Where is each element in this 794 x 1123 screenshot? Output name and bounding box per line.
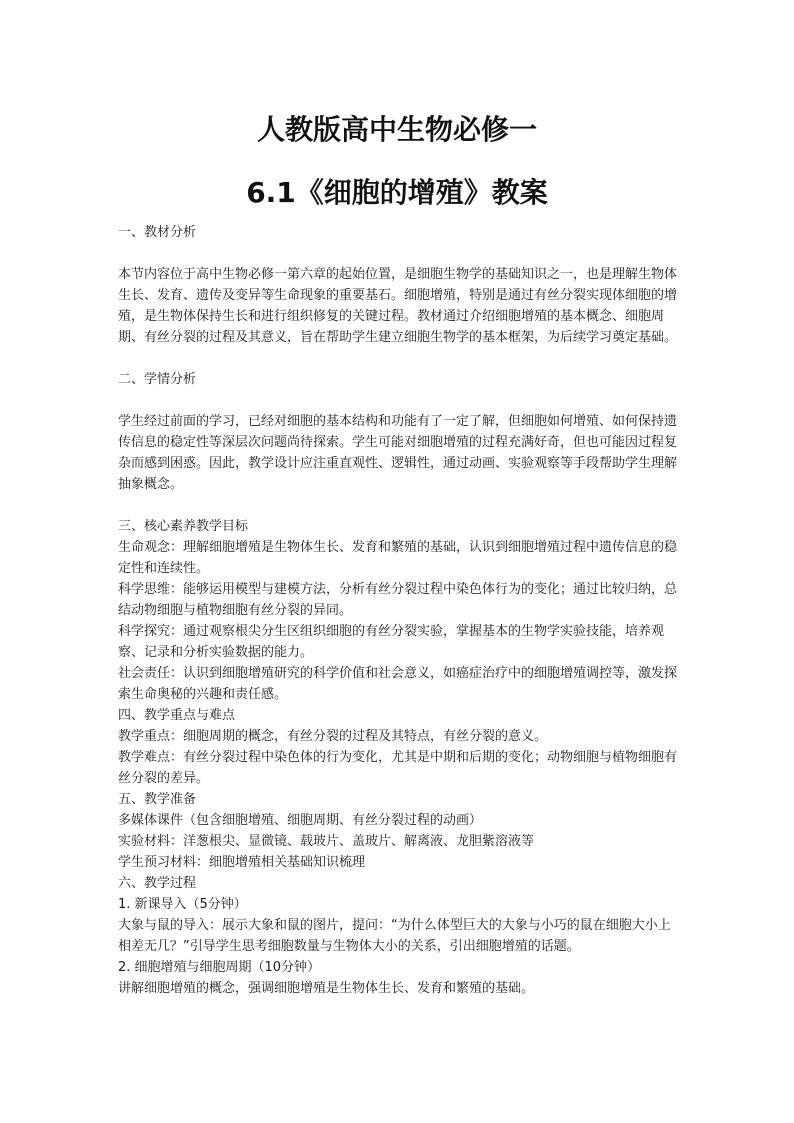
section-heading-key-points: 四、教学重点与难点 [118, 708, 236, 723]
section-heading-process: 六、教学过程 [118, 876, 197, 891]
prep-item-multimedia: 多媒体课件（包含细胞增殖、细胞周期、有丝分裂过程的动画） [118, 813, 483, 828]
objective-scientific-thinking: 科学思维：能够运用模型与建模方法，分析有丝分裂过程中染色体行为的变化；通过比较归纳，总结动物细胞与植物细胞有丝分裂的异同。 [118, 582, 678, 618]
difficult-point: 教学难点：有丝分裂过程中染色体的行为变化，尤其是中期和后期的变化；动物细胞与植物细胞有丝分裂的差异。 [118, 750, 678, 786]
document-body [118, 222, 678, 999]
section-heading-student-analysis: 二、学情分析 [118, 372, 197, 387]
process-step-2-title: 2. 细胞增殖与细胞周期（10分钟） [118, 960, 321, 975]
paragraph-student-analysis: 学生经过前面的学习，已经对细胞的基本结构和功能有了一定了解，但细胞如何增殖、如何保持遗传信息的稳定性等深层次问题尚待探索。学生可能对细胞增殖的过程充满好奇，但也可能因过程复杂而感到困惑。因此，教学设计应注重直观性、逻辑性，通过动画、实验观察等手段帮助学生理解抽象概念。 [118, 414, 678, 492]
document-title-line-2: 6.1《细胞的增殖》教案 [246, 176, 548, 209]
key-point: 教学重点：细胞周期的概念，有丝分裂的过程及其特点，有丝分裂的意义。 [118, 729, 548, 744]
prep-item-preview: 学生预习材料：细胞增殖相关基础知识梳理 [118, 855, 366, 870]
process-step-2-body: 讲解细胞增殖的概念，强调细胞增殖是生物体生长、发育和繁殖的基础。 [118, 981, 535, 996]
objective-scientific-inquiry: 科学探究：通过观察根尖分生区组织细胞的有丝分裂实验，掌握基本的生物学实验技能，培养观察、记录和分析实验数据的能力。 [118, 624, 665, 660]
objective-social-responsibility: 社会责任：认识到细胞增殖研究的科学价值和社会意义，如癌症治疗中的细胞增殖调控等，激发探索生命奥秘的兴趣和责任感。 [118, 666, 678, 702]
process-step-1-body: 大象与鼠的导入：展示大象和鼠的图片，提问：“为什么体型巨大的大象与小巧的鼠在细胞大小上相差无几？”引导学生思考细胞数量与生物体大小的关系，引出细胞增殖的话题。 [118, 918, 671, 954]
section-heading-core-objectives: 三、核心素养教学目标 [118, 519, 249, 534]
paragraph-textbook-analysis: 本节内容位于高中生物必修一第六章的起始位置，是细胞生物学的基础知识之一，也是理解生物体生长、发育、遗传及变异等生命现象的重要基石。细胞增殖，特别是通过有丝分裂实现体细胞的增殖，是生物体保持生长和进行组织修复的关键过程。教材通过介绍细胞增殖的基本概念、细胞周期、有丝分裂的过程及其意义，旨在帮助学生建立细胞生物学的基本框架，为后续学习奠定基础。 [118, 267, 678, 345]
section-heading-textbook-analysis: 一、教材分析 [118, 225, 197, 240]
prep-item-materials: 实验材料：洋葱根尖、显微镜、载玻片、盖玻片、解离液、龙胆紫溶液等 [118, 834, 535, 849]
process-step-1-title: 1. 新课导入（5分钟） [118, 897, 247, 912]
objective-life-concept: 生命观念：理解细胞增殖是生物体生长、发育和繁殖的基础，认识到细胞增殖过程中遗传信息的稳定性和连续性。 [118, 540, 678, 576]
document-title-line-1: 人教版高中生物必修一 [256, 113, 537, 146]
section-heading-preparation: 五、教学准备 [118, 792, 197, 807]
